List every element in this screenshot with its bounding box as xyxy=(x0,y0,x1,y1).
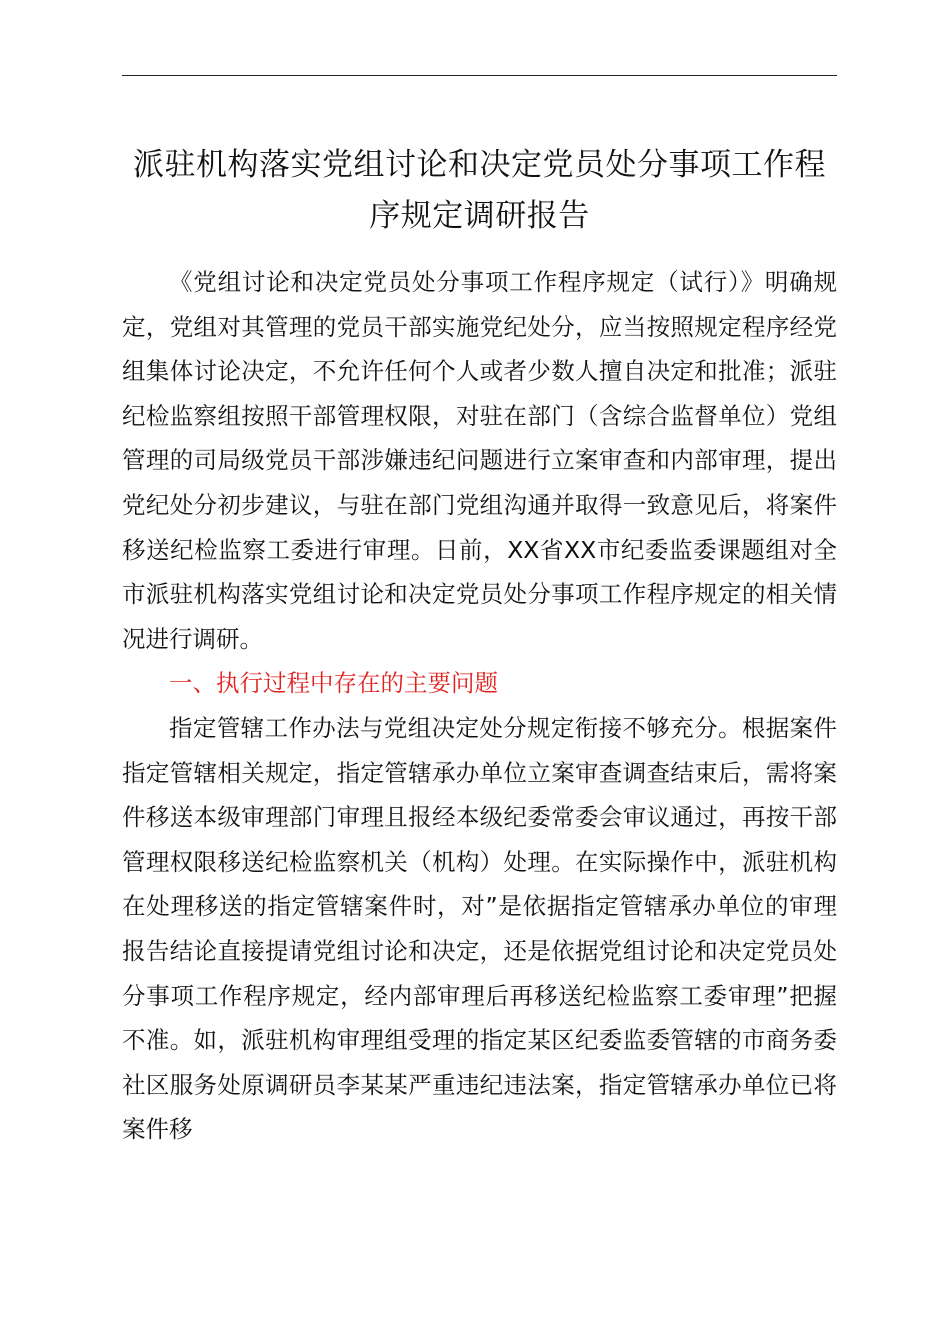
section-heading: 一、执行过程中存在的主要问题 xyxy=(169,669,498,698)
body-paragraph: 指定管辖工作办法与党组决定处分规定衔接不够充分。根据案件指定管辖相关规定，指定管辖承办单位立案审查调查结束后，需将案件移送本级审理部门审理且报经本级纪委常委会审议通过，再按干部管理权限移送纪检监察机关（机构）处理。在实际操作中，派驻机构在处理移送的指定管辖案件时，对”是依据指定管辖承办单位的审理报告结论直接提请党组讨论和决定，还是依据党组讨论和决定党员处分事项工作程序规定，经内部审理后再移送纪检监察工委审理”把握不准。如，派驻机构审理组受理的指定某区纪委监委管辖的市商务委社区服务处原调研员李某某严重违纪违法案，指定管辖承办单位已将案件移 xyxy=(122,713,837,1144)
document-title: 派驻机构落实党组讨论和决定党员处分事项工作程序规定调研报告 xyxy=(133,147,826,234)
header-rule xyxy=(122,75,837,76)
document-body xyxy=(122,260,837,1152)
intro-paragraph: 《党组讨论和决定党员处分事项工作程序规定（试行）》明确规定，党组对其管理的党员干部实施党纪处分，应当按照规定程序经党组集体讨论决定，不允许任何个人或者少数人擅自决定和批准；派驻纪检监察组按照干部管理权限，对驻在部门（含综合监督单位）党组管理的司局级党员干部涉嫌违纪问题进行立案审查和内部审理，提出党纪处分初步建议，与驻在部门党组沟通并取得一致意见后，将案件移送纪检监察工委进行审理。日前，XX省XX市纪委监委课题组对全市派驻机构落实党组讨论和决定党员处分事项工作程序规定的相关情况进行调研。 xyxy=(122,268,837,653)
